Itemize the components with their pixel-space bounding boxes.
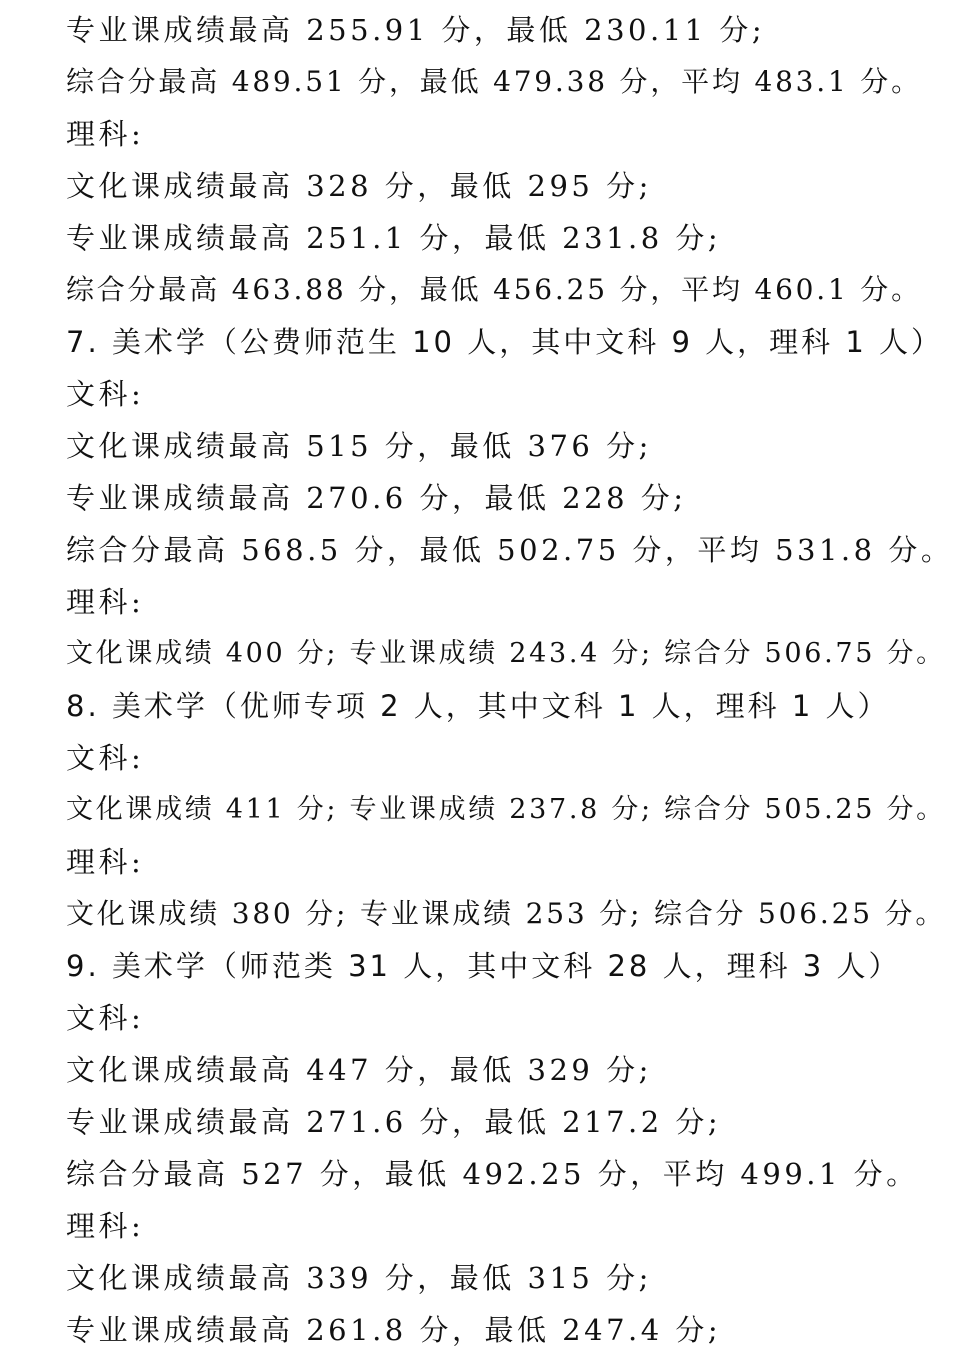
text-line: 理科:	[66, 845, 145, 879]
text-line: 文化课成绩最高 328 分，最低 295 分;	[66, 169, 652, 203]
text-line: 文科:	[66, 1001, 145, 1035]
text-line: 文化课成绩 411 分; 专业课成绩 237.8 分; 综合分 505.25 分。	[66, 794, 946, 825]
text-line: 文化课成绩最高 447 分，最低 329 分;	[66, 1053, 652, 1087]
text-line: 文科:	[66, 741, 145, 775]
text-line: 综合分最高 568.5 分，最低 502.75 分，平均 531.8 分。	[66, 533, 954, 567]
text-line: 理科:	[66, 117, 145, 151]
text-line: 专业课成绩最高 251.1 分，最低 231.8 分;	[66, 221, 722, 255]
text-line: 文化课成绩最高 515 分，最低 376 分;	[66, 429, 652, 463]
section-heading: 8. 美术学（优师专项 2 人，其中文科 1 人，理科 1 人）	[66, 689, 890, 723]
text-line: 专业课成绩最高 270.6 分，最低 228 分;	[66, 481, 687, 515]
text-line: 综合分最高 489.51 分，最低 479.38 分，平均 483.1 分。	[66, 65, 922, 98]
text-line: 综合分最高 463.88 分，最低 456.25 分，平均 460.1 分。	[66, 273, 922, 306]
text-line: 理科:	[66, 1209, 145, 1243]
section-heading: 7. 美术学（公费师范生 10 人，其中文科 9 人，理科 1 人）	[66, 325, 944, 359]
text-line: 专业课成绩最高 261.8 分，最低 247.4 分;	[66, 1313, 722, 1347]
text-line: 专业课成绩最高 271.6 分，最低 217.2 分;	[66, 1105, 722, 1139]
text-line: 专业课成绩最高 255.91 分，最低 230.11 分;	[66, 13, 766, 47]
text-line: 文化课成绩最高 339 分，最低 315 分;	[66, 1261, 652, 1295]
text-line: 文化课成绩 400 分; 专业课成绩 243.4 分; 综合分 506.75 分。	[66, 638, 946, 669]
text-line: 理科:	[66, 585, 145, 619]
text-line: 文科:	[66, 377, 145, 411]
text-line: 文化课成绩 380 分; 专业课成绩 253 分; 综合分 506.25 分。	[66, 897, 947, 930]
section-heading: 9. 美术学（师范类 31 人，其中文科 28 人，理科 3 人）	[66, 949, 901, 983]
text-line: 综合分最高 527 分，最低 492.25 分，平均 499.1 分。	[66, 1157, 919, 1191]
